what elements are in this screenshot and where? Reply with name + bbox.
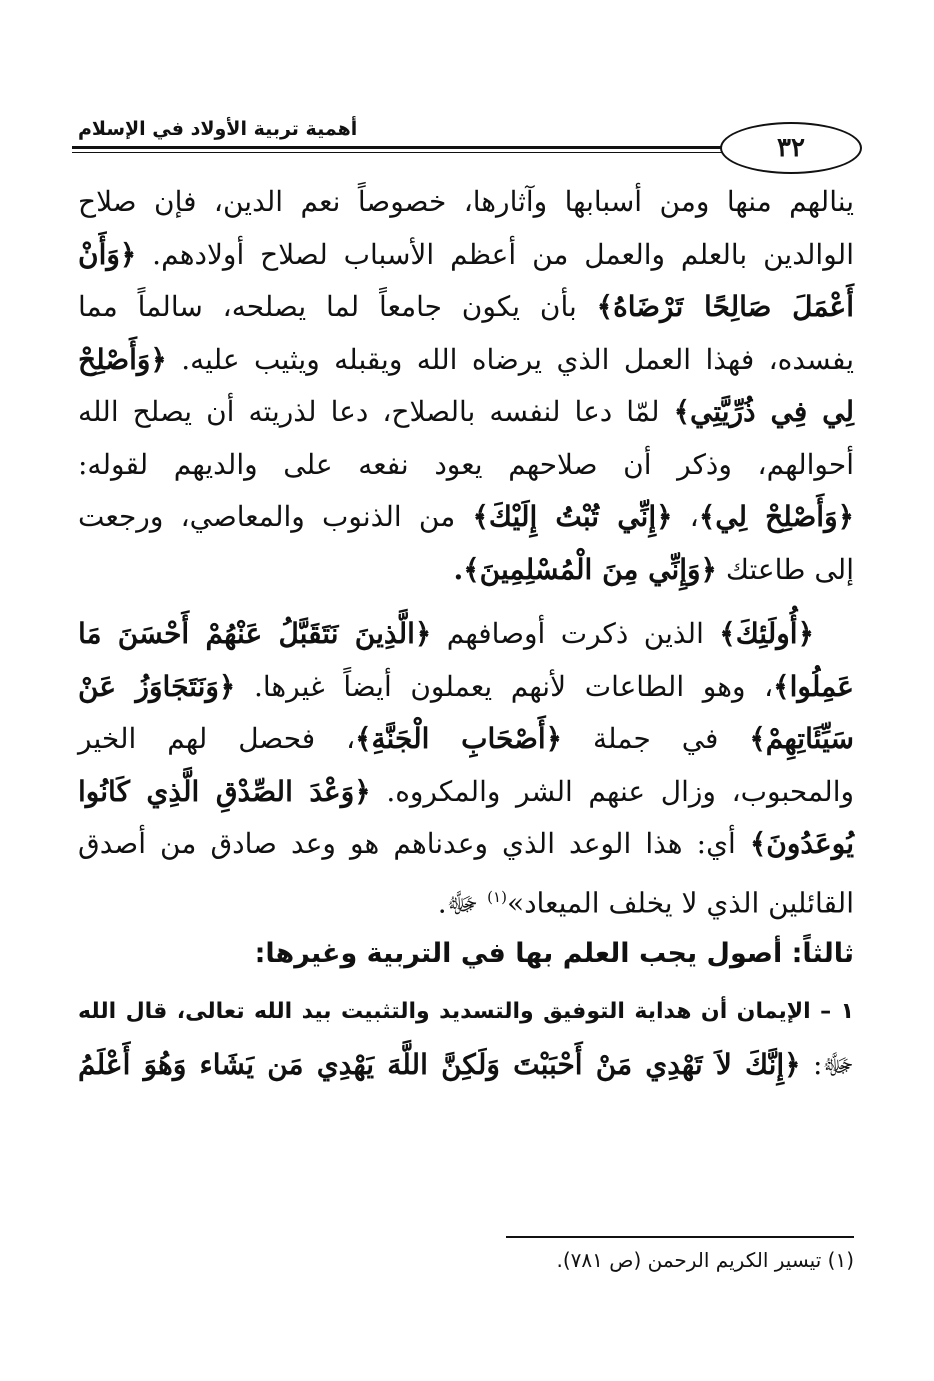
quran-quote: ﴿وَإِنِّي مِنَ الْمُسْلِمِينَ﴾. <box>453 552 717 586</box>
main-text <box>78 176 854 1092</box>
quran-quote: ﴿أَصْحَابِ الْجَنَّةِ﴾ <box>355 722 563 755</box>
text-line <box>78 334 854 387</box>
text-line <box>78 713 854 766</box>
text-span: القائلين الذي لا يخلف الميعاد» <box>506 885 854 919</box>
quran-quote: أَعْمَلَ صَالِحًا تَرْضَاهُ﴾ <box>596 290 854 323</box>
page-number-oval <box>720 122 862 174</box>
list-item-1-line: ١ – الإيمان أن هداية التوفيق والتسديد والتثبيت بيد الله تعالى، قال الله <box>78 999 854 1024</box>
running-title: أهمية تربية الأولاد في الإسلام <box>78 118 358 140</box>
text-line <box>78 871 854 924</box>
text-line <box>78 229 854 282</box>
header-rule-thick <box>72 146 750 149</box>
text-line <box>78 281 854 334</box>
text-span: ﷻ. <box>437 885 488 919</box>
footnote: (١) تيسير الكريم الرحمن (ص ٧٨١). <box>556 1248 854 1272</box>
section-heading: ثالثاً: أصول يجب العلم بها في التربية وغيرها: <box>254 938 854 969</box>
quran-quote: ﴿وَعْدَ الصِّدْقِ الَّذِي كَانُوا <box>78 774 371 808</box>
footnote-rule <box>506 1236 854 1238</box>
page-header <box>72 112 862 182</box>
text-line <box>78 176 854 229</box>
text-span: ، وهو الطاعات لأنهم يعملون أيضاً غيرها. <box>235 669 774 703</box>
text-line <box>78 1039 854 1092</box>
text-span: ، فحصل لهم الخير <box>78 722 356 755</box>
text-span: أحوالهم، وذكر أن صلاحهم يعود نفعه على والديهم لقوله: <box>78 447 854 481</box>
text-span: يفسده، فهذا العمل الذي يرضاه الله ويقبله ويثيب عليه. <box>166 342 854 376</box>
text-line <box>78 439 854 492</box>
text-line <box>78 544 854 597</box>
text-line <box>78 491 854 544</box>
text-span: إلى طاعتك <box>716 552 854 586</box>
text-line <box>78 766 854 819</box>
quran-quote: ﴿إِنَّكَ لاَ تَهْدِي مَنْ أَحْبَبْتَ وَلَكِنَّ اللَّهَ يَهْدِي مَن يَشَاء وَهُوَ أَعْلَمُ <box>78 1048 801 1081</box>
text-line <box>78 386 854 439</box>
text-span: من الذنوب والمعاصي، ورجعت <box>78 500 473 533</box>
quran-quote: ﴿وَنَتَجَاوَزُ عَنْ <box>78 669 236 703</box>
quran-quote: يُوعَدُونَ﴾ <box>749 827 854 860</box>
quran-quote: ﴿وَأَنْ <box>78 237 137 271</box>
paragraph-gap <box>78 596 854 608</box>
quran-quote: عَمِلُوا﴾ <box>773 669 854 703</box>
quran-quote: ﴿إِنِّي تُبْتُ إِلَيْكَ﴾ <box>472 500 673 533</box>
text-line <box>78 661 854 714</box>
quran-quote: سَيِّئَاتِهِمْ﴾ <box>749 722 854 755</box>
text-span: لمّا دعا لنفسه بالصلاح، دعا لذريته أن يصلح الله <box>78 395 674 428</box>
page-number: ٣٢ <box>777 133 805 163</box>
footnote-ref: (١) <box>487 887 507 906</box>
text-span: في جملة <box>562 722 750 755</box>
text-span: أي: هذا الوعد الذي وعدناهم هو وعد صادق من أصدق <box>78 827 750 860</box>
text-span: الوالدين بالعلم والعمل من أعظم الأسباب لصلاح أولادهم. <box>136 237 854 271</box>
header-rule-thin <box>72 152 750 153</box>
quran-quote: لِي فِي ذُرِّيَّتِي﴾ <box>673 395 854 428</box>
text-span: ، <box>672 500 699 533</box>
text-span: الذين ذكرت أوصافهم <box>431 617 720 650</box>
text-span: بأن يكون جامعاً لما يصلحه، سالماً مما <box>78 290 597 323</box>
quran-quote: ﴿أُولَئِكَ﴾ <box>719 617 814 650</box>
quran-quote: ﴿وَأَصْلِحْ لِي﴾ <box>698 500 855 533</box>
text-span: ينالهم منها ومن أسبابها وآثارها، خصوصاً نعم الدين، فإن صلاح <box>78 185 854 218</box>
quran-quote: ﴿الَّذِينَ نَتَقَبَّلُ عَنْهُمْ أَحْسَنَ مَا <box>78 617 432 650</box>
quran-quote: ﴿وَأَصْلِحْ <box>78 342 167 376</box>
text-span: والمحبوب، وزال عنهم الشر والمكروه. <box>370 774 854 808</box>
text-line <box>78 608 854 661</box>
text-line <box>78 818 854 871</box>
text-span: ﷻ: <box>800 1048 854 1081</box>
